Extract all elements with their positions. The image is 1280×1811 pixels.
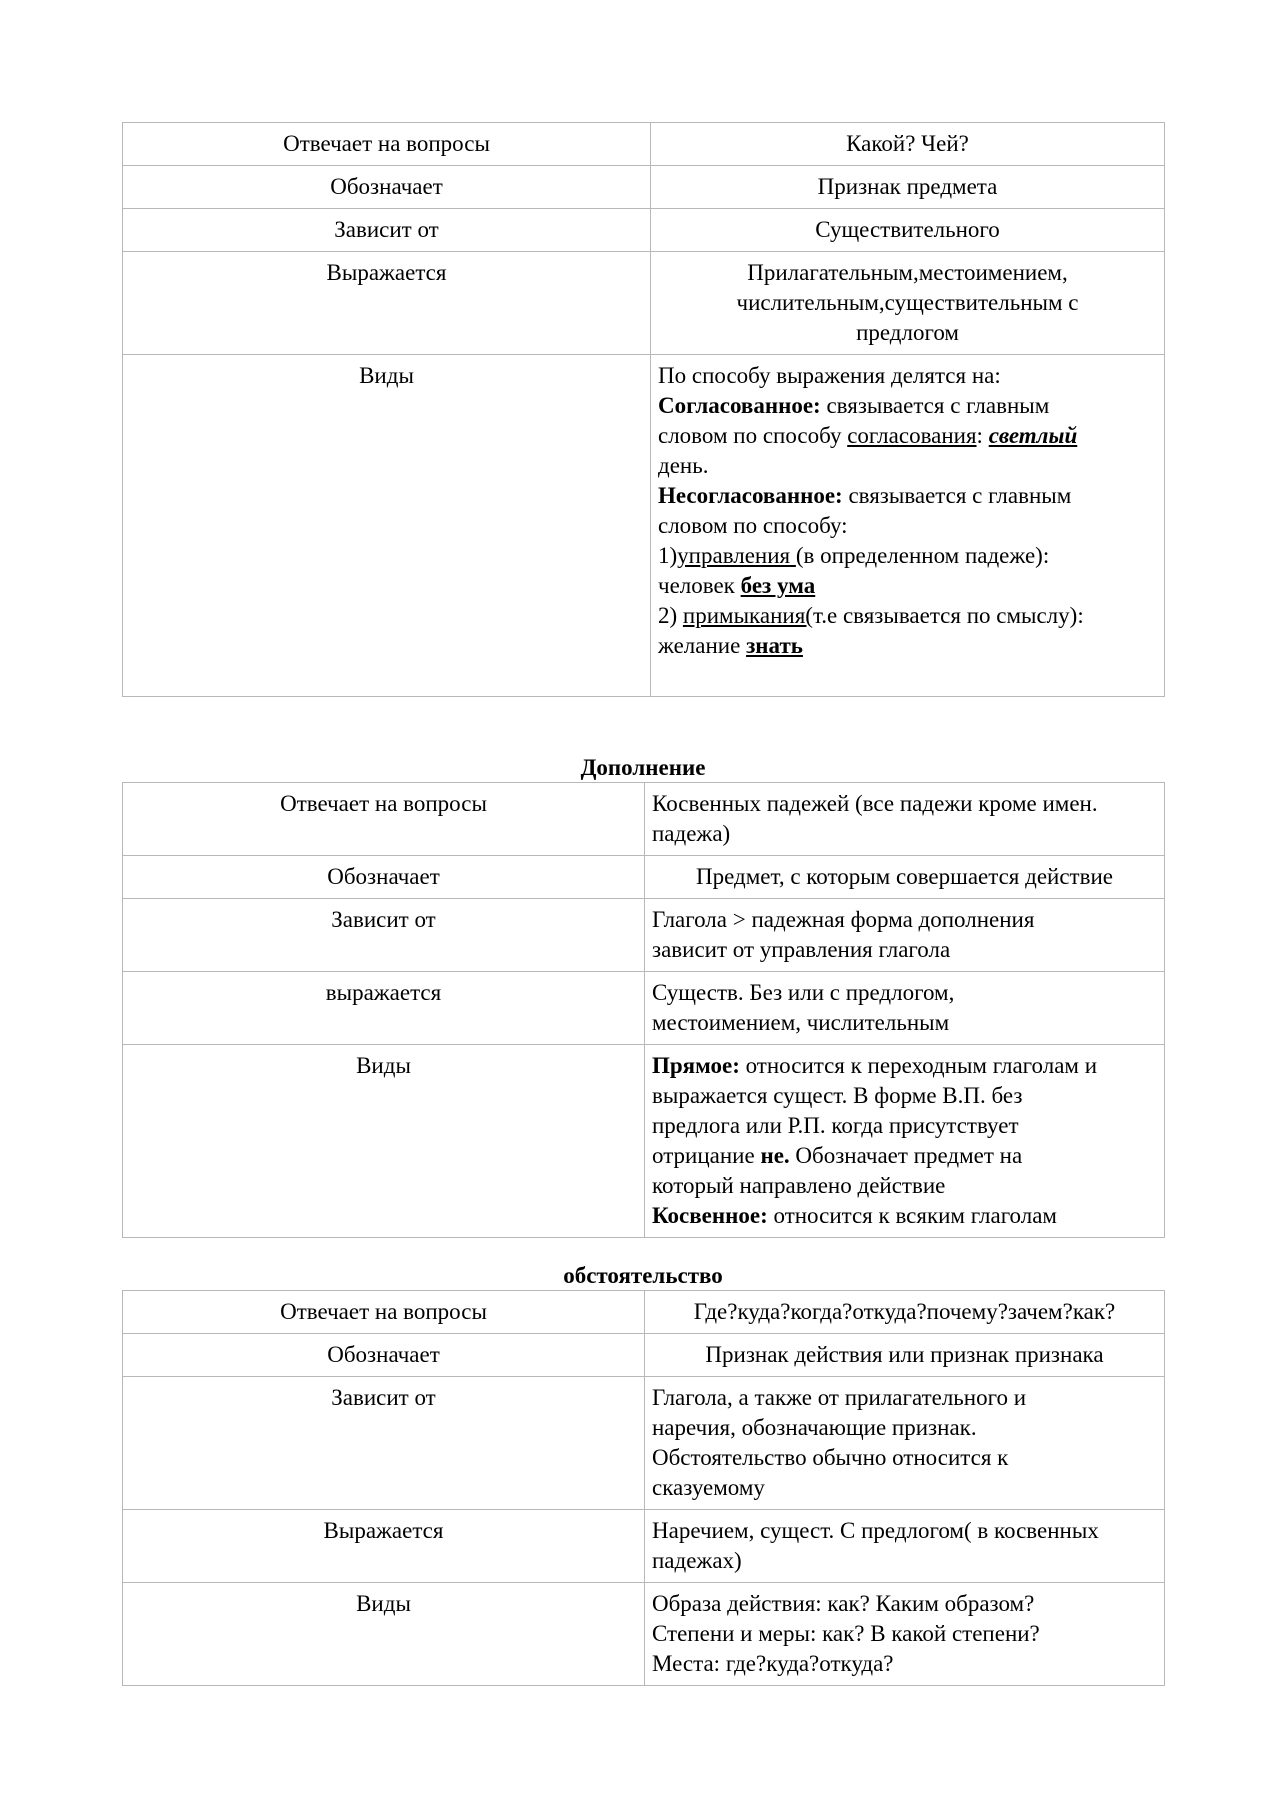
row-label: Зависит от (123, 209, 651, 252)
text: : (976, 423, 989, 448)
table-row (123, 899, 1165, 972)
row-value: Существительного (651, 209, 1165, 252)
table-row (123, 166, 1165, 209)
row-label: Выражается (123, 1510, 645, 1583)
table-row (123, 856, 1165, 899)
kinds-direct-2: выражается сущест. В форме В.П. без (652, 1083, 1023, 1108)
kinds-adjunction-example (658, 631, 1157, 661)
value-line: наречия, обозначающие признак. (652, 1415, 977, 1440)
text: т.е связывается по смыслу): (812, 603, 1084, 628)
table-row (123, 1334, 1165, 1377)
section-title-object: Дополнение (580, 755, 706, 780)
row-label: Виды (123, 1045, 645, 1238)
text: (в определенном падеже): (795, 543, 1050, 568)
row-value: Признак действия или признак признака (645, 1334, 1165, 1377)
value-line: Глагола, а также от прилагательного и (652, 1385, 1027, 1410)
row-value: Предмет, с которым совершается действие (645, 856, 1165, 899)
value-line: падежа) (652, 821, 731, 846)
term-adjunction: примыкания( (682, 603, 813, 628)
text: относится к всяким глаголам (767, 1203, 1057, 1228)
row-label: Зависит от (123, 899, 645, 972)
kinds-government (658, 541, 1157, 571)
text: связывается с главным (842, 483, 1072, 508)
row-value: Признак предмета (651, 166, 1165, 209)
table-adverbial (122, 1290, 1165, 1686)
kinds-unagreed-2: словом по способу: (658, 513, 848, 538)
term-agreement: согласования (847, 423, 977, 448)
text: Обозначает предмет на (789, 1143, 1023, 1168)
value-line: Косвенных падежей (все падежи кроме имен. (652, 791, 1098, 816)
row-label: Виды (123, 1583, 645, 1686)
row-value (645, 783, 1165, 856)
text: относится к переходным глаголам и (739, 1053, 1098, 1078)
row-value: Какой? Чей? (651, 123, 1165, 166)
kinds-direct (652, 1051, 1157, 1081)
term-negation: не. (760, 1143, 790, 1168)
kinds-intro: По способу выражения делятся на: (658, 363, 1001, 388)
kinds-indirect (652, 1201, 1157, 1231)
row-label: Отвечает на вопросы (123, 123, 651, 166)
value-line: местоимением, числительным (652, 1010, 950, 1035)
text: отрицание (652, 1143, 761, 1168)
text: 1) (658, 543, 678, 568)
table-row (123, 783, 1165, 856)
row-value (645, 972, 1165, 1045)
value-line: падежах) (652, 1548, 742, 1573)
text: человек (658, 573, 741, 598)
example-government: без ума (740, 573, 816, 598)
kinds-agreed-2 (658, 421, 1157, 451)
example-agreed: светлый (988, 423, 1078, 448)
section-title-adverbial: обстоятельство (563, 1263, 723, 1288)
term-government: управления (677, 543, 796, 568)
value-line: числительным,существительным с (736, 290, 1079, 315)
term-indirect: Косвенное: (652, 1203, 768, 1228)
value-line: предлогом (856, 320, 959, 345)
value-line: зависит от управления глагола (652, 937, 951, 962)
kinds-unagreed (658, 481, 1157, 511)
value-line: Обстоятельство обычно относится к (652, 1445, 1009, 1470)
row-value (645, 1510, 1165, 1583)
row-label: Отвечает на вопросы (123, 783, 645, 856)
row-value-kinds (645, 1045, 1165, 1238)
table-row (123, 1291, 1165, 1334)
value-line: Степени и меры: как? В какой степени? (652, 1621, 1040, 1646)
text: желание (658, 633, 747, 658)
row-value (645, 1583, 1165, 1686)
row-label: выражается (123, 972, 645, 1045)
table-row (123, 252, 1165, 355)
term-agreed: Согласованное: (658, 393, 821, 418)
row-value: Где?куда?когда?откуда?почему?зачем?как? (645, 1291, 1165, 1334)
value-line: Глагола > падежная форма дополнения (652, 907, 1035, 932)
table-row (123, 1377, 1165, 1510)
value-line: Места: где?куда?откуда? (652, 1651, 894, 1676)
value-line: Наречием, сущест. С предлогом( в косвенных (652, 1518, 1099, 1543)
table-row (123, 355, 1165, 697)
term-unagreed: Несогласованное: (658, 483, 843, 508)
row-value (651, 252, 1165, 355)
row-label: Виды (123, 355, 651, 697)
table-definition (122, 122, 1165, 697)
text: словом по способу (658, 423, 848, 448)
value-line: Существ. Без или с предлогом, (652, 980, 955, 1005)
value-line: Прилагательным,местоимением, (747, 260, 1068, 285)
kinds-direct-5: который направлено действие (652, 1173, 946, 1198)
kinds-direct-3: предлога или Р.П. когда присутствует (652, 1113, 1019, 1138)
row-label: Отвечает на вопросы (123, 1291, 645, 1334)
row-label: Выражается (123, 252, 651, 355)
example-adjunction: знать (746, 633, 803, 658)
kinds-adjunction (658, 601, 1157, 631)
value-line: сказуемому (652, 1475, 765, 1500)
table-row (123, 1510, 1165, 1583)
table-object (122, 782, 1165, 1238)
row-label: Зависит от (123, 1377, 645, 1510)
table-row (123, 209, 1165, 252)
row-value-kinds (651, 355, 1165, 697)
text: связывается с главным (820, 393, 1050, 418)
row-label: Обозначает (123, 856, 645, 899)
table-row (123, 1583, 1165, 1686)
kinds-government-example (658, 571, 1157, 601)
row-value (645, 1377, 1165, 1510)
kinds-direct-4 (652, 1141, 1157, 1171)
row-label: Обозначает (123, 1334, 645, 1377)
table-row (123, 972, 1165, 1045)
kinds-agreed (658, 391, 1157, 421)
table-row (123, 123, 1165, 166)
table-row (123, 1045, 1165, 1238)
value-line: Образа действия: как? Каким образом? (652, 1591, 1035, 1616)
term-direct: Прямое: (652, 1053, 740, 1078)
text: 2) (658, 603, 683, 628)
row-value (645, 899, 1165, 972)
kinds-agreed-3: день. (658, 453, 709, 478)
row-label: Обозначает (123, 166, 651, 209)
